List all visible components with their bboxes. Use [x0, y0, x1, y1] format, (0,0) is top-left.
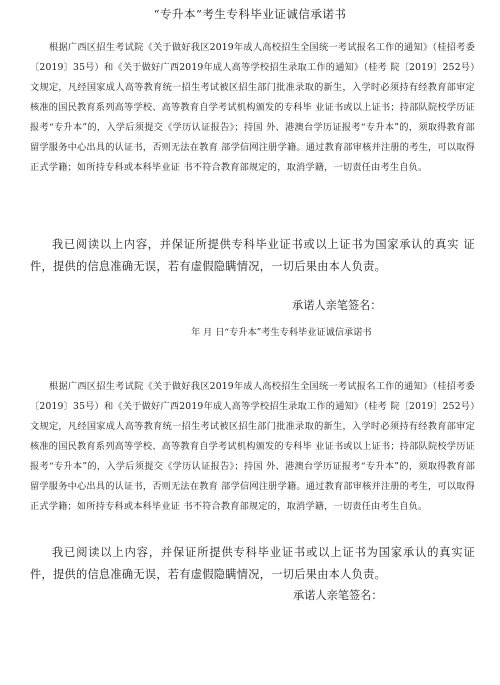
notice-paragraph-1	[30, 38, 475, 178]
pledge-text: 我已阅读以上内容，并保证所提供专科毕业证书或以上证书为国家承认的真实证件，提供的信息准确无误，若有虚假隐瞒情况，一切后果由本人负责。	[30, 546, 475, 581]
notice-paragraph-2	[30, 377, 475, 517]
document-title: “专升本”考生专科毕业证诚信承诺书	[153, 7, 347, 21]
signature-label-1: 承诺人亲笔签名：	[292, 299, 382, 312]
date-line: 年 月 日“专升本”考生专科毕业证诚信承诺书	[191, 327, 372, 338]
pledge-paragraph-2	[30, 542, 475, 586]
pledge-text: 我已阅读以上内容，并保证所提供专科毕业证书或以上证书为国家承认的真实 证件，提供的信息准确无误，若有虚假隐瞒情况，一切后果由本人负责。	[30, 238, 475, 273]
notice-body-text: 根据广西区招生考试院《关于做好我区2019年成人高校招生全国统一考试报名工作的通知》（桂招考委〔2019〕35号）和《关于做好广西2019年成人高等学校招生录取工作的通知》（桂考 院〔2019〕252号）文规定，凡经国家成人高等教育统一招生考试被区招生部门批准录取的新生，入学时必须持有经教育部审定核准的国民教育系列高等学校、高等教育自学考试机构颁发的专科毕 业证书或以上证书；持部队院校学历证报考“专升本”的，入学后须提交《学历认证报告》；持国 外、港澳台学历证报考“专升本”的，须取得教育部留学服务中心出具的认证书，否则无法在教育 部学信网注册学籍。通过教育部审核并注册的考生，可以取得正式学籍；如所持专科或本科毕业证 书不符合教育部规定的，取消学籍，一切责任由考生自负。	[30, 42, 475, 173]
signature-label-2: 承诺人亲笔签名：	[293, 589, 383, 602]
notice-body-text: 根据广西区招生考试院《关于做好我区2019年成人高校招生全国统一考试报名工作的通知》（桂招考委〔2019〕35号）和《关于做好广西2019年成人高等学校招生录取工作的通知》（桂考 院〔2019〕252号）文规定，凡经国家成人高等教育统一招生考试被区招生部门批准录取的新生，入学时必须持有经教育部审定核准的国民教育系列高等学校、高等教育自学考试机构颁发的专科毕 业证书或以上证书；持部队院校学历证报考“专升本”的，入学后须提交《学历认证报告》；持国 外、港澳台学历证报考“专升本”的，须取得教育部留学服务中心出具的认证书，否则无法在教育 部学信网注册学籍。通过教育部审核并注册的考生，可以取得正式学籍；如所持专科或本科毕业证 书不符合教育部规定的，取消学籍，一切责任由考生自负。	[30, 381, 475, 512]
pledge-paragraph-1	[30, 234, 475, 278]
